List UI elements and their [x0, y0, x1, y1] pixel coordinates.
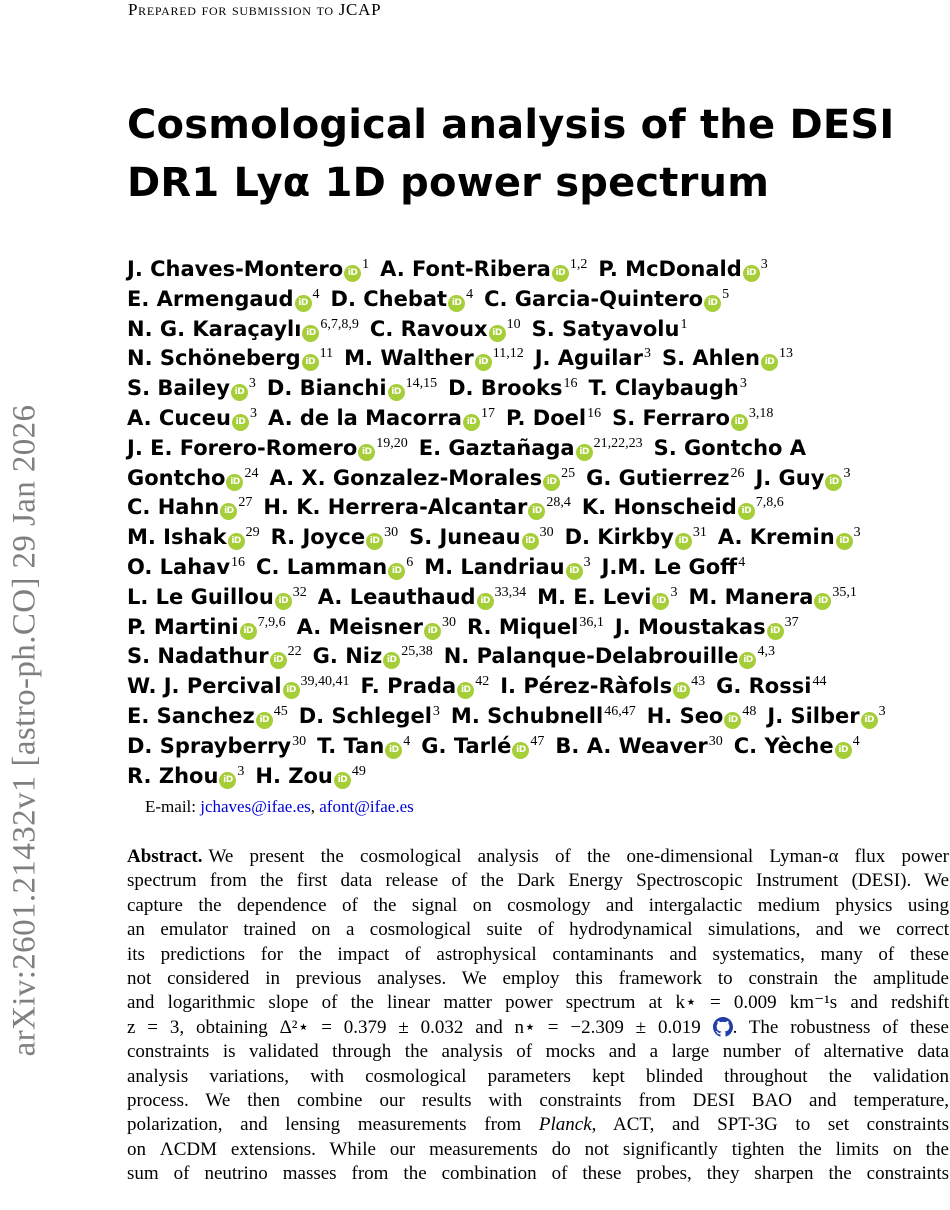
author-name: N. Palanque-Delabrouille [443, 644, 739, 669]
affiliation-number: 6,7,8,9 [320, 316, 359, 332]
abstract-line: sum of neutrino masses from the combination of these probes, they sharpen the constraints [127, 1163, 949, 1185]
affiliation-number: 19,20 [376, 435, 408, 451]
author-name: F. Prada [360, 674, 457, 699]
orcid-icon[interactable]: iD [566, 563, 583, 580]
author [662, 346, 793, 370]
author-name: C. Lamman [256, 554, 388, 579]
author [565, 525, 707, 549]
orcid-icon[interactable]: iD [232, 414, 249, 431]
author-line [127, 637, 947, 667]
author [297, 615, 456, 639]
orcid-icon[interactable]: iD [283, 682, 300, 699]
orcid-icon[interactable]: iD [825, 474, 842, 491]
affiliation-number: 3 [739, 376, 747, 392]
author [127, 704, 288, 728]
author-name: A. Meisner [296, 614, 423, 639]
affiliation-number: 16 [563, 376, 578, 392]
affiliation-number: 11 [319, 346, 334, 362]
author [127, 674, 350, 698]
author-name: A. Kremin [717, 525, 835, 550]
author [256, 555, 413, 579]
affiliation-number: 6 [406, 554, 414, 570]
author-line [127, 608, 947, 638]
author-line [127, 459, 947, 489]
author [127, 615, 286, 639]
author-name: K. Honscheid [581, 495, 737, 520]
author [716, 674, 826, 698]
affiliation-number: 25,38 [401, 644, 433, 660]
author-name: R. Joyce [270, 525, 366, 550]
author-line [127, 488, 947, 518]
affiliation-number: 3 [843, 465, 851, 481]
author [313, 644, 433, 668]
orcid-icon[interactable]: iD [302, 354, 319, 371]
author [421, 734, 544, 758]
author-name: C. Hahn [127, 495, 220, 520]
author [127, 287, 320, 311]
email-line [145, 797, 414, 817]
affiliation-number: 36,1 [579, 614, 604, 630]
author-name: C. Garcia-Quintero [484, 286, 704, 311]
author-name: E. Sanchez [127, 703, 255, 728]
author [444, 644, 775, 668]
orcid-icon[interactable]: iD [240, 623, 257, 640]
author [127, 346, 333, 370]
orcid-icon[interactable]: iD [388, 384, 405, 401]
affiliation-number: 13 [778, 346, 793, 362]
author [500, 674, 705, 698]
author-name: J. Chaves-Montero [127, 257, 344, 281]
orcid-icon[interactable]: iD [543, 474, 560, 491]
abstract-line: capture the dependence of the signal on cosmology and intergalactic medium physics using [127, 894, 949, 916]
orcid-icon[interactable]: iD [344, 265, 361, 282]
orcid-icon[interactable]: iD [424, 623, 441, 640]
orcid-icon[interactable]: iD [358, 444, 375, 461]
affiliation-number: 3 [249, 405, 257, 421]
author-name: M. Ishak [127, 525, 227, 550]
affiliation-number: 33,34 [494, 584, 527, 600]
abstract-line: analysis variations, with cosmological parameters kept blinded throughout the validation [127, 1065, 949, 1087]
affiliation-number: 7,9,6 [257, 614, 286, 630]
affiliation-number: 47 [530, 733, 545, 749]
author-name: L. Le Guillou [127, 584, 274, 609]
author-name: C. Ravoux [369, 316, 488, 341]
author-name: M. Landriau [424, 554, 565, 579]
orcid-icon[interactable]: iD [767, 623, 784, 640]
author [506, 406, 601, 430]
affiliation-number: 27 [238, 495, 253, 511]
title-line-2: DR1 Lyα 1D power spectrum [127, 160, 770, 206]
author [271, 525, 398, 549]
author-name: D. Schlegel [298, 703, 432, 728]
orcid-icon[interactable]: iD [861, 712, 878, 729]
author-name: J. Silber [767, 703, 860, 728]
affiliation-number: 37 [784, 614, 799, 630]
author-name: D. Bianchi [266, 376, 387, 401]
orcid-icon[interactable]: iD [512, 742, 529, 759]
author-line [127, 697, 947, 727]
author [331, 287, 474, 311]
orcid-icon[interactable]: iD [675, 533, 692, 550]
author [647, 704, 757, 728]
author-name: N. G. Karaçaylı [127, 316, 302, 341]
author [127, 317, 359, 341]
author [602, 555, 746, 579]
arxiv-identifier[interactable]: arXiv:2601.21432v1 [astro-ph.CO] 29 Jan 2026 [6, 404, 43, 1056]
orcid-icon[interactable]: iD [738, 503, 755, 520]
author-list [127, 250, 947, 786]
author-name: A. Cuceu [127, 405, 231, 430]
affiliation-number: 16 [231, 554, 246, 570]
author [555, 734, 722, 758]
author-name: D. Brooks [448, 376, 563, 401]
affiliation-number: 11,12 [492, 346, 524, 362]
author-name: R. Zhou [127, 763, 219, 788]
affiliation-number: 3 [760, 257, 768, 272]
orcid-icon[interactable]: iD [220, 503, 237, 520]
affiliation-number: 14,15 [405, 376, 438, 392]
journal-header: Prepared for submission to JCAP [128, 0, 382, 19]
affiliation-number: 30 [384, 525, 399, 541]
author-line [127, 280, 947, 310]
orcid-icon[interactable]: iD [383, 652, 400, 669]
affiliation-number: 45 [273, 703, 288, 719]
author-name: B. A. Weaver [555, 733, 708, 758]
author [127, 734, 306, 758]
orcid-icon[interactable]: iD [256, 712, 273, 729]
author-name: D. Chebat [330, 286, 448, 311]
author-name: J. Moustakas [614, 614, 766, 639]
orcid-icon[interactable]: iD [704, 295, 721, 312]
author [537, 585, 677, 609]
author [467, 615, 604, 639]
author-name: N. Schöneberg [127, 346, 301, 371]
orcid-icon[interactable]: iD [652, 593, 669, 610]
affiliation-number: 3 [583, 554, 591, 570]
author-name: A. X. Gonzalez-Morales [269, 465, 543, 490]
affiliation-number: 10 [506, 316, 521, 332]
author [755, 466, 850, 490]
orcid-icon[interactable]: iD [522, 533, 539, 550]
abstract-line: constraints is validated through the analysis of mocks and a large number of alternative data [127, 1041, 949, 1063]
author [688, 585, 856, 609]
author-name: A. Font-Ribera [380, 257, 551, 281]
author-name: M. Schubnell [450, 703, 604, 728]
affiliation-number: 4,3 [757, 644, 775, 660]
author [588, 376, 746, 400]
author-name: S. Gontcho A [653, 435, 807, 460]
abstract-line: z = 3, obtaining Δ²⋆ = 0.379 ± 0.032 and n⋆ = −2.309 ± 0.019 . The robustness of these [127, 1016, 949, 1038]
author-name: T. Tan [317, 733, 385, 758]
author-name: H. Seo [646, 703, 724, 728]
author-name: G. Rossi [716, 674, 812, 699]
orcid-icon[interactable]: iD [724, 712, 741, 729]
author-name: M. E. Levi [537, 584, 652, 609]
author-name: H. Zou [255, 763, 333, 788]
author-name: E. Armengaud [127, 286, 294, 311]
orcid-icon[interactable]: iD [388, 563, 405, 580]
orcid-icon[interactable]: iD [528, 503, 545, 520]
author-line [127, 727, 947, 757]
affiliation-number: 32 [292, 584, 307, 600]
author-line [127, 310, 947, 340]
author [344, 346, 524, 370]
orcid-icon[interactable]: iD [334, 772, 351, 789]
github-icon[interactable] [713, 1017, 733, 1037]
abstract-line: an emulator trained on a cosmological suite of hydrodynamical simulations, and we correct [127, 919, 949, 941]
affiliation-number: 3 [643, 346, 651, 362]
affiliation-number: 7,8,6 [755, 495, 784, 511]
affiliation-number: 3 [853, 525, 861, 541]
author [267, 376, 437, 400]
author [582, 495, 784, 519]
email-separator: , [310, 797, 316, 816]
affiliation-number: 48 [742, 703, 757, 719]
orcid-icon[interactable]: iD [552, 265, 569, 282]
author-name: J. Guy [755, 465, 825, 490]
author [380, 257, 587, 281]
author [127, 466, 258, 490]
title-line-1: Cosmological analysis of the DESI [127, 102, 895, 148]
affiliation-number: 4 [403, 733, 411, 749]
author-name: G. Niz [312, 644, 383, 669]
author [484, 287, 729, 311]
orcid-icon[interactable]: iD [463, 414, 480, 431]
author-name: J. E. Forero-Romero [127, 435, 358, 460]
author [598, 257, 767, 281]
abstract-line: process. We then combine our results with constraints from DESI BAO and temperature, [127, 1090, 949, 1112]
email-link-1[interactable]: jchaves@ifae.es [200, 797, 311, 816]
orcid-icon[interactable]: iD [673, 682, 690, 699]
affiliation-number: 25 [561, 465, 576, 481]
orcid-icon[interactable]: iD [231, 384, 248, 401]
abstract [127, 845, 949, 1187]
orcid-icon[interactable]: iD [477, 593, 494, 610]
author-name: M. Walther [344, 346, 474, 371]
affiliation-number: 31 [692, 525, 707, 541]
affiliation-number: 24 [244, 465, 259, 481]
author-name: I. Pérez-Ràfols [500, 674, 673, 699]
author [127, 555, 245, 579]
author-line [127, 518, 947, 548]
author [448, 376, 577, 400]
author-name: P. McDonald [598, 257, 742, 281]
author [268, 406, 495, 430]
orcid-icon[interactable]: iD [226, 474, 243, 491]
author-name: M. Manera [688, 584, 814, 609]
affiliation-number: 21,22,23 [593, 435, 643, 451]
affiliation-number: 17 [480, 405, 495, 421]
affiliation-number: 29 [245, 525, 260, 541]
author [127, 436, 408, 460]
author-name: J. Aguilar [534, 346, 643, 371]
email-label: E-mail: [145, 797, 196, 816]
author-line [127, 250, 947, 280]
affiliation-number: 4 [738, 554, 746, 570]
affiliation-number: 3 [670, 584, 678, 600]
author-name: A. de la Macorra [267, 405, 462, 430]
author-line [127, 369, 947, 399]
author [127, 764, 244, 788]
affiliation-number: 30 [292, 733, 307, 749]
author-line [127, 548, 947, 578]
affiliation-number: 1 [362, 257, 370, 272]
author [269, 466, 575, 490]
affiliation-number: 39,40,41 [300, 674, 350, 690]
author-line [127, 667, 947, 697]
author [127, 644, 302, 668]
orcid-icon[interactable]: iD [743, 265, 760, 282]
author [612, 406, 773, 430]
author-name: S. Ahlen [661, 346, 760, 371]
author-name: S. Ferraro [612, 405, 730, 430]
orcid-icon[interactable]: iD [739, 652, 756, 669]
author [127, 585, 307, 609]
author-name: Gontcho [127, 465, 226, 490]
author [734, 734, 860, 758]
orcid-icon[interactable]: iD [295, 295, 312, 312]
affiliation-number: 30 [539, 525, 554, 541]
author-name: A. Leauthaud [317, 584, 476, 609]
author-name: G. Gutierrez [586, 465, 730, 490]
author-name: E. Gaztañaga [418, 435, 575, 460]
author [532, 317, 688, 341]
affiliation-number: 5 [722, 286, 730, 302]
author-name: T. Claybaugh [588, 376, 739, 401]
affiliation-number: 28,4 [546, 495, 571, 511]
author-name: R. Miquel [466, 614, 579, 639]
author [127, 406, 257, 430]
affiliation-number: 16 [587, 405, 602, 421]
orcid-icon[interactable]: iD [576, 444, 593, 461]
author [586, 466, 744, 490]
author-name: S. Juneau [409, 525, 521, 550]
orcid-icon[interactable]: iD [489, 325, 506, 342]
affiliation-number: 30 [441, 614, 456, 630]
orcid-icon[interactable]: iD [835, 742, 852, 759]
abstract-line: on ΛCDM extensions. While our measurements do not significantly tighten the limits on the [127, 1138, 949, 1160]
affiliation-number: 44 [812, 674, 827, 690]
affiliation-number: 1 [680, 316, 688, 332]
author [255, 764, 365, 788]
author-name: D. Kirkby [564, 525, 674, 550]
author-name: S. Bailey [127, 376, 230, 401]
orcid-icon[interactable]: iD [814, 593, 831, 610]
email-link-2[interactable]: afont@ifae.es [319, 797, 414, 816]
orcid-icon[interactable]: iD [475, 354, 492, 371]
orcid-icon[interactable]: iD [448, 295, 465, 312]
affiliation-number: 1,2 [569, 257, 588, 272]
affiliation-number: 43 [691, 674, 706, 690]
affiliation-number: 3 [878, 703, 886, 719]
author [299, 704, 440, 728]
author-line [127, 429, 947, 459]
affiliation-number: 30 [708, 733, 723, 749]
author [451, 704, 636, 728]
abstract-line: not considered in previous analyses. We employ this framework to constrain the amplitude [127, 968, 949, 990]
author-line [127, 399, 947, 429]
affiliation-number: 4 [312, 286, 320, 302]
orcid-icon[interactable]: iD [366, 533, 383, 550]
author [318, 585, 526, 609]
author [263, 495, 571, 519]
author [127, 376, 256, 400]
affiliation-number: 26 [730, 465, 745, 481]
affiliation-number: 3 [432, 703, 440, 719]
author [361, 674, 490, 698]
author-name: H. K. Herrera-Alcantar [263, 495, 528, 520]
orcid-icon[interactable]: iD [836, 533, 853, 550]
affiliation-number: 3 [248, 376, 256, 392]
abstract-line: Abstract. We present the cosmological analysis of the one-dimensional Lyman-α flux power [127, 846, 949, 867]
author-name: W. J. Percival [127, 674, 282, 699]
author-name: P. Doel [505, 405, 587, 430]
orcid-icon[interactable]: iD [731, 414, 748, 431]
affiliation-number: 49 [351, 763, 366, 779]
orcid-icon[interactable]: iD [228, 533, 245, 550]
author-name: C. Yèche [733, 733, 834, 758]
author-name: G. Tarlé [421, 733, 512, 758]
paper-title [127, 96, 927, 212]
author [409, 525, 554, 549]
author-name: J.M. Le Goff [601, 554, 738, 579]
author-line [127, 339, 947, 369]
abstract-line: spectrum from the first data release of the Dark Energy Spectroscopic Instrument (DESI). We [127, 870, 949, 892]
author [654, 436, 806, 460]
orcid-icon[interactable]: iD [275, 593, 292, 610]
abstract-line: its predictions for the impact of astrophysical contaminants and systematics, many of these [127, 943, 949, 965]
affiliation-number: 35,1 [832, 584, 857, 600]
arxiv-stamp [0, 250, 50, 1210]
affiliation-number: 22 [287, 644, 302, 660]
author-name: S. Satyavolu [531, 316, 680, 341]
orcid-icon[interactable]: iD [219, 772, 236, 789]
author [424, 555, 590, 579]
author [767, 704, 885, 728]
author [370, 317, 521, 341]
author [419, 436, 643, 460]
author [718, 525, 861, 549]
affiliation-number: 3,18 [748, 405, 774, 421]
orcid-icon[interactable]: iD [761, 354, 778, 371]
author-name: P. Martini [127, 614, 239, 639]
author-name: O. Lahav [127, 554, 231, 579]
author-line [127, 757, 947, 787]
orcid-icon[interactable]: iD [302, 325, 319, 342]
affiliation-number: 4 [852, 733, 860, 749]
author [127, 495, 252, 519]
author-name: S. Nadathur [127, 644, 269, 669]
affiliation-number: 46,47 [604, 703, 636, 719]
abstract-label: Abstract. [127, 846, 203, 867]
author [615, 615, 799, 639]
abstract-line: and logarithmic slope of the linear matter power spectrum at k⋆ = 0.009 km⁻¹s and redshift [127, 992, 949, 1014]
affiliation-number: 3 [237, 763, 245, 779]
orcid-icon[interactable]: iD [457, 682, 474, 699]
abstract-line: polarization, and lensing measurements from Planck, ACT, and SPT-3G to set constraints [127, 1114, 949, 1136]
affiliation-number: 4 [466, 286, 474, 302]
author-line [127, 578, 947, 608]
author [317, 734, 410, 758]
author [535, 346, 651, 370]
author-name: D. Sprayberry [127, 733, 292, 758]
author [127, 525, 260, 549]
affiliation-number: 42 [475, 674, 490, 690]
author [127, 257, 369, 281]
orcid-icon[interactable]: iD [270, 652, 287, 669]
orcid-icon[interactable]: iD [385, 742, 402, 759]
